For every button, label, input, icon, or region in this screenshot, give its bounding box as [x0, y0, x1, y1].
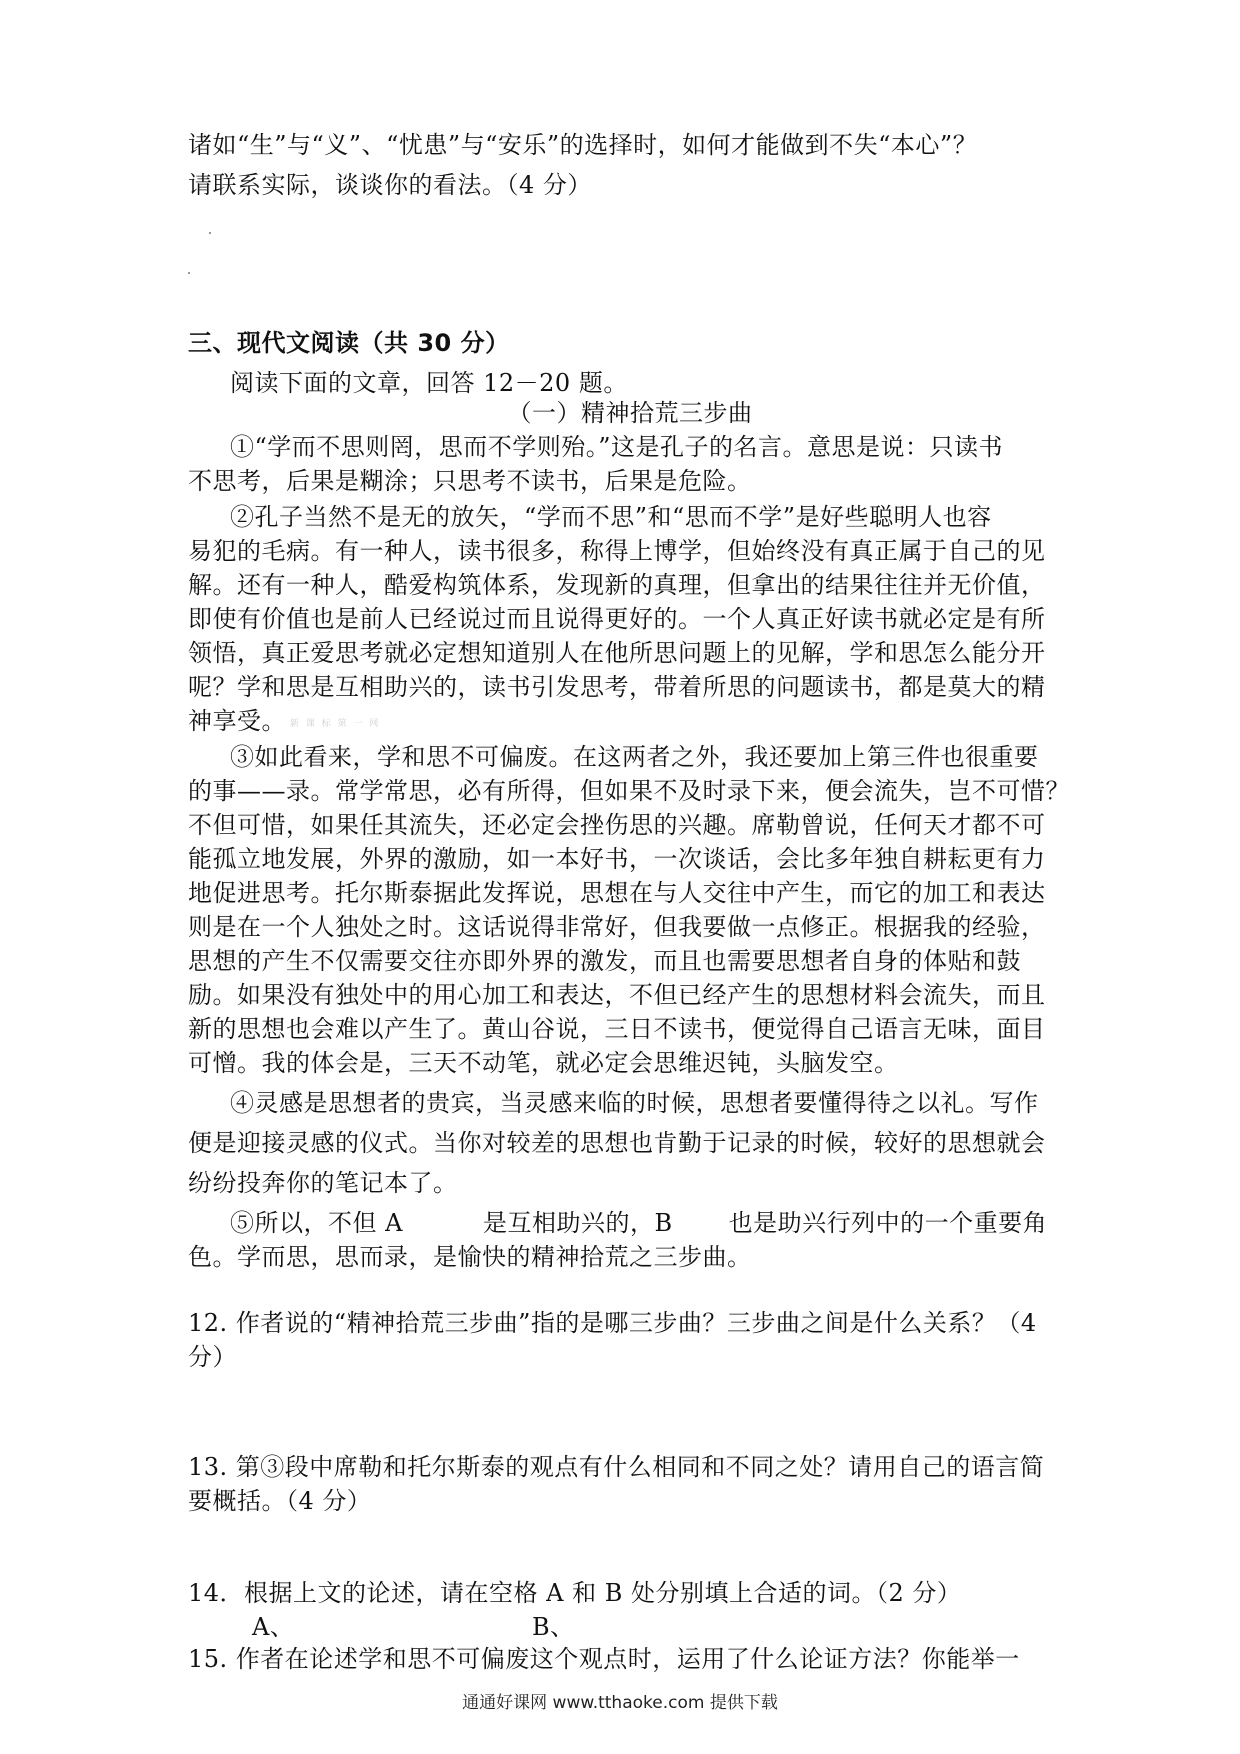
- paragraph-3-line: 能孤立地发展，外界的激励，如一本好书，一次谈话，会比多年独自耕耘更有力: [188, 845, 1046, 873]
- paragraph-2-line: 领悟，真正爱思考就必定想知道别人在他所思问题上的见解，学和思怎么能分开: [188, 639, 1046, 667]
- paragraph-3-line: 则是在一个人独处之时。这话说得非常好，但我要做一点修正。根据我的经验，: [188, 913, 1046, 941]
- paragraph-3-line: 不但可惜，如果任其流失，还必定会挫伤思的兴趣。席勒曾说，任何天才都不可: [188, 811, 1046, 839]
- paragraph-3-line: 地促进思考。托尔斯泰据此发挥说，思想在与人交往中产生，而它的加工和表达: [188, 879, 1046, 907]
- question-13-line-2: 要概括。（4 分）: [188, 1487, 372, 1515]
- article-title: （一）精神拾荒三步曲: [507, 399, 753, 427]
- section-instruction: 阅读下面的文章，回答 12－20 题。: [230, 369, 628, 397]
- top-question-line-1: 诸如“生”与“义”、“忧患”与“安乐”的选择时，如何才能做到不失“本心”？: [188, 131, 978, 159]
- paragraph-5-text-a: ⑤所以，不但 A: [230, 1209, 403, 1237]
- paragraph-2-line: 神享受。: [188, 707, 286, 735]
- scan-speck: [209, 232, 211, 234]
- paragraph-5-text-b: 是互相助兴的，B: [482, 1209, 673, 1237]
- paragraph-5-line-1: [230, 1208, 1047, 1238]
- question-14-answer-b: B、: [532, 1613, 575, 1641]
- page-footer: 通通好课网 www.tthaoke.com 提供下载: [462, 1693, 778, 1713]
- paragraph-3-line: 的事——录。常学常思，必有所得，但如果不及时录下来，便会流失，岂不可惜？: [188, 777, 1070, 805]
- paragraph-5-text-c: 也是助兴行列中的一个重要角: [728, 1209, 1048, 1237]
- question-14-text: 14．根据上文的论述，请在空格 A 和 B 处分别填上合适的词。（2 分）: [188, 1579, 962, 1607]
- section-heading: 三、现代文阅读（共 30 分）: [188, 329, 510, 357]
- paragraph-3-line: ③如此看来，学和思不可偏废。在这两者之外，我还要加上第三件也很重要: [230, 743, 1039, 771]
- top-question-line-2: 请联系实际，谈谈你的看法。（4 分）: [188, 171, 592, 199]
- paragraph-2-line: 呢？学和思是互相助兴的，读书引发思考，带着所思的问题读书，都是莫大的精: [188, 673, 1046, 701]
- paragraph-3-line: 思想的产生不仅需要交往亦即外界的激发，而且也需要思想者自身的体贴和鼓: [188, 947, 1021, 975]
- paragraph-2-line: 易犯的毛病。有一种人，读书很多，称得上博学，但始终没有真正属于自己的见: [188, 537, 1046, 565]
- question-13-line-1: 13. 第③段中席勒和托尔斯泰的观点有什么相同和不同之处？请用自己的语言简: [188, 1453, 1045, 1481]
- paragraph-4-line: 纷纷投奔你的笔记本了。: [188, 1169, 458, 1197]
- paragraph-3-line: 励。如果没有独处中的用心加工和表达，不但已经产生的思想材料会流失，而且: [188, 981, 1046, 1009]
- question-12-line-2: 分）: [188, 1343, 237, 1371]
- paragraph-4-line: 便是迎接灵感的仪式。当你对较差的思想也肯勤于记录的时候，较好的思想就会: [188, 1129, 1046, 1157]
- question-14-answer-a: A、: [252, 1613, 295, 1641]
- paragraph-5-line-2: 色。学而思，思而录，是愉快的精神拾荒之三步曲。: [188, 1243, 752, 1271]
- question-15-text: 15. 作者在论述学和思不可偏废这个观点时，运用了什么论证方法？你能举一: [188, 1645, 1020, 1673]
- watermark-text: 新 课 标 第 一 网: [290, 719, 381, 729]
- scan-speck: [188, 272, 190, 274]
- paragraph-2-line: 即使有价值也是前人已经说过而且说得更好的。一个人真正好读书就必定是有所: [188, 605, 1046, 633]
- paragraph-3-line: 新的思想也会难以产生了。黄山谷说，三日不读书，便觉得自己语言无味，面目: [188, 1015, 1046, 1043]
- paragraph-2-line: ②孔子当然不是无的放矢，“学而不思”和“思而不学”是好些聪明人也容: [230, 503, 992, 531]
- paragraph-1-line: ①“学而不思则罔，思而不学则殆。”这是孔子的名言。意思是说：只读书: [230, 433, 1004, 461]
- paragraph-3-line: 可憎。我的体会是，三天不动笔，就必定会思维迟钝，头脑发空。: [188, 1049, 899, 1077]
- question-12-line-1: 12. 作者说的“精神拾荒三步曲”指的是哪三步曲？三步曲之间是什么关系？（4: [188, 1309, 1037, 1337]
- paragraph-2-line: 解。还有一种人，酷爱构筑体系，发现新的真理，但拿出的结果往往并无价值，: [188, 571, 1046, 599]
- paragraph-4-line: ④灵感是思想者的贵宾，当灵感来临的时候，思想者要懂得待之以礼。写作: [230, 1089, 1039, 1117]
- paragraph-1-line: 不思考，后果是糊涂；只思考不读书，后果是危险。: [188, 467, 752, 495]
